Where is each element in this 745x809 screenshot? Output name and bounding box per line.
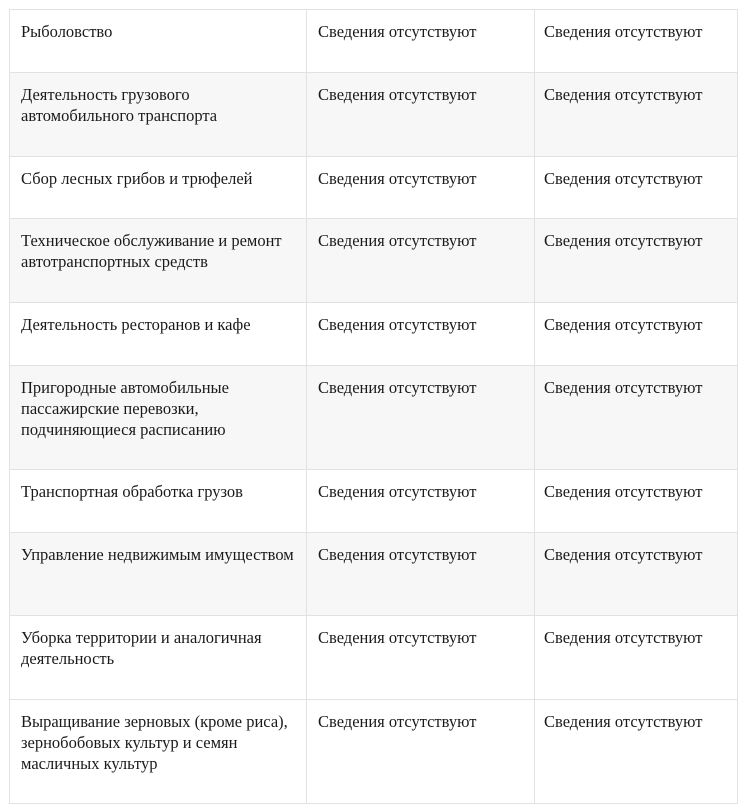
info-cell-col3: Сведения отсутствуют [535,533,738,616]
activity-cell: Техническое обслуживание и ремонт автотранспортных средств [10,219,307,303]
info-cell-col2: Сведения отсутствуют [307,303,535,366]
info-cell-col2: Сведения отсутствуют [307,219,535,303]
table-row [10,700,738,804]
activity-cell: Пригородные автомобильные пассажирские перевозки, подчиняющиеся расписанию [10,366,307,470]
activity-cell: Сбор лесных грибов и трюфелей [10,157,307,219]
table-row [10,73,738,157]
info-cell-col2: Сведения отсутствуют [307,470,535,533]
info-cell-col3: Сведения отсутствуют [535,700,738,804]
activities-table [9,9,738,804]
table-row [10,10,738,73]
info-cell-col2: Сведения отсутствуют [307,533,535,616]
info-cell-col3: Сведения отсутствуют [535,470,738,533]
info-cell-col3: Сведения отсутствуют [535,157,738,219]
activity-cell: Уборка территории и аналогичная деятельность [10,616,307,700]
info-cell-col3: Сведения отсутствуют [535,616,738,700]
info-cell-col3: Сведения отсутствуют [535,219,738,303]
activity-cell: Рыболовство [10,10,307,73]
table-row [10,470,738,533]
table-row [10,533,738,616]
info-cell-col2: Сведения отсутствуют [307,73,535,157]
info-cell-col2: Сведения отсутствуют [307,157,535,219]
activities-table-container [9,9,737,804]
activity-cell: Деятельность грузового автомобильного транспорта [10,73,307,157]
table-row [10,303,738,366]
info-cell-col3: Сведения отсутствуют [535,303,738,366]
table-row [10,616,738,700]
table-row [10,219,738,303]
info-cell-col3: Сведения отсутствуют [535,73,738,157]
table-row [10,157,738,219]
info-cell-col2: Сведения отсутствуют [307,366,535,470]
activity-cell: Транспортная обработка грузов [10,470,307,533]
activity-cell: Деятельность ресторанов и кафе [10,303,307,366]
activity-cell: Выращивание зерновых (кроме риса), зернобобовых культур и семян масличных культур [10,700,307,804]
info-cell-col3: Сведения отсутствуют [535,366,738,470]
table-row [10,366,738,470]
info-cell-col3: Сведения отсутствуют [535,10,738,73]
activity-cell: Управление недвижимым имуществом [10,533,307,616]
info-cell-col2: Сведения отсутствуют [307,10,535,73]
info-cell-col2: Сведения отсутствуют [307,700,535,804]
info-cell-col2: Сведения отсутствуют [307,616,535,700]
